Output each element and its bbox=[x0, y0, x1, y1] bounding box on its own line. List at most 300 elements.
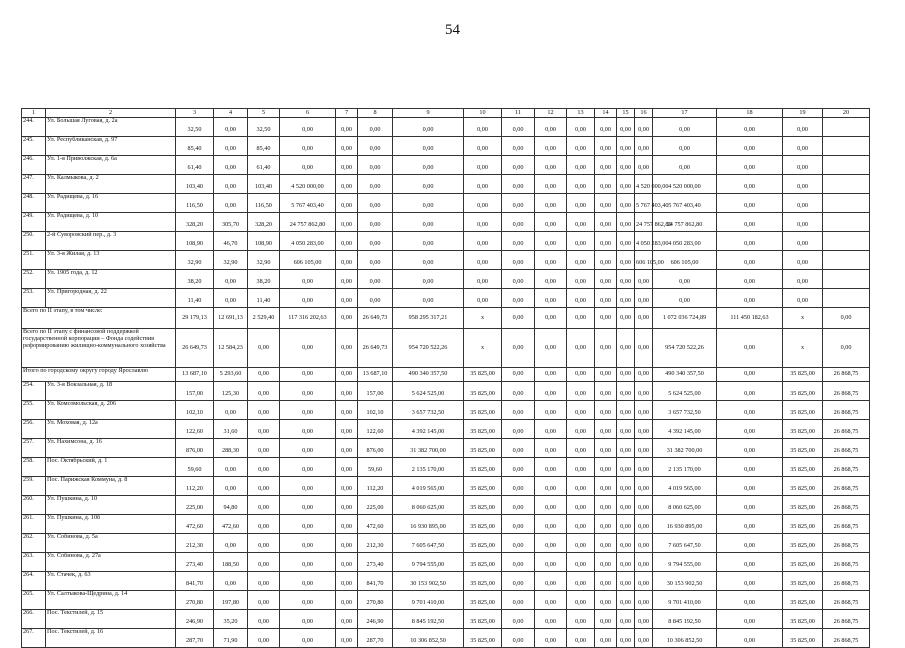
value-cell: 0,00 bbox=[336, 175, 358, 194]
row-index: 257. bbox=[22, 439, 46, 458]
value-cell: 0,00 bbox=[502, 439, 535, 458]
value-cell: 0,00 bbox=[717, 251, 783, 270]
address-cell: Ул. Радищева, д. 16 bbox=[46, 194, 176, 213]
value-cell: 490 340 357,50 bbox=[393, 368, 464, 382]
value-cell: 0,00 bbox=[358, 175, 393, 194]
value-cell: 0,00 bbox=[635, 329, 653, 368]
value-cell: 0,00 bbox=[635, 458, 653, 477]
value-cell: 0,00 bbox=[280, 572, 336, 591]
value-cell: 0,00 bbox=[336, 515, 358, 534]
value-cell: 0,00 bbox=[214, 534, 248, 553]
value-cell: 0,00 bbox=[214, 458, 248, 477]
value-cell: 0,00 bbox=[535, 308, 567, 329]
value-cell: 0,00 bbox=[595, 251, 617, 270]
value-cell: 0,00 bbox=[280, 515, 336, 534]
value-cell: 0,00 bbox=[280, 477, 336, 496]
value-cell: 8 845 192,50 bbox=[393, 610, 464, 629]
value-cell: 0,00 bbox=[248, 553, 280, 572]
value-cell: 0,00 bbox=[280, 270, 336, 289]
value-cell: 35 825,00 bbox=[783, 382, 823, 401]
value-cell: 0,00 bbox=[248, 610, 280, 629]
value-cell: 0,00 bbox=[393, 118, 464, 137]
value-cell: 0,00 bbox=[567, 477, 595, 496]
address-cell: Пос. Парижская Коммуна, д. 8 bbox=[46, 477, 176, 496]
table-row bbox=[22, 289, 870, 308]
value-cell: 0,00 bbox=[535, 175, 567, 194]
value-cell: 0,00 bbox=[502, 515, 535, 534]
value-cell: 0,00 bbox=[717, 420, 783, 439]
value-cell: 876,00 bbox=[176, 439, 214, 458]
value-cell: 0,00 bbox=[617, 553, 635, 572]
address-cell: Ул. Собинова, д. 27а bbox=[46, 553, 176, 572]
value-cell: 71,90 bbox=[214, 629, 248, 648]
table-row bbox=[22, 137, 870, 156]
value-cell: 0,00 bbox=[535, 420, 567, 439]
table-row bbox=[22, 553, 870, 572]
value-cell: 0,00 bbox=[464, 232, 502, 251]
value-cell: 0,00 bbox=[595, 439, 617, 458]
value-cell: 0,00 bbox=[717, 496, 783, 515]
value-cell: 0,00 bbox=[214, 194, 248, 213]
value-cell: 0,00 bbox=[280, 156, 336, 175]
row-index: 260. bbox=[22, 496, 46, 515]
value-cell: 0,00 bbox=[502, 368, 535, 382]
value-cell: 0,00 bbox=[535, 137, 567, 156]
value-cell: 38,20 bbox=[248, 270, 280, 289]
value-cell: 0,00 bbox=[393, 175, 464, 194]
value-cell: 35 825,00 bbox=[464, 458, 502, 477]
value-cell: 0,00 bbox=[248, 329, 280, 368]
value-cell: 0,00 bbox=[635, 610, 653, 629]
value-cell: 0,00 bbox=[635, 308, 653, 329]
value-cell: 0,00 bbox=[595, 308, 617, 329]
table-row bbox=[22, 232, 870, 251]
value-cell: 26 649,73 bbox=[176, 329, 214, 368]
value-cell: 0,00 bbox=[535, 572, 567, 591]
value-cell: 0,00 bbox=[248, 420, 280, 439]
value-cell: 0,00 bbox=[502, 329, 535, 368]
value-cell: 0,00 bbox=[336, 213, 358, 232]
value-cell: 0,00 bbox=[717, 439, 783, 458]
value-cell: 16 930 895,00 bbox=[393, 515, 464, 534]
value-cell: 0,00 bbox=[214, 175, 248, 194]
value-cell: 26 649,73 bbox=[358, 329, 393, 368]
value-cell: 0,00 bbox=[595, 289, 617, 308]
value-cell: 0,00 bbox=[248, 534, 280, 553]
value-cell: 2 529,40 bbox=[248, 308, 280, 329]
address-cell: Ул. Пушкина, д. 10б bbox=[46, 515, 176, 534]
column-number: 6 bbox=[280, 109, 336, 118]
value-cell: 0,00 bbox=[502, 553, 535, 572]
table-row bbox=[22, 213, 870, 232]
value-cell: 0,00 bbox=[280, 289, 336, 308]
value-cell: 0,00 bbox=[248, 458, 280, 477]
value-cell: 26 868,75 bbox=[823, 439, 870, 458]
address-cell: Пос. Текстилей, д. 15 bbox=[46, 610, 176, 629]
value-cell: 606 105,00 bbox=[635, 251, 653, 270]
value-cell: 0,00 bbox=[717, 477, 783, 496]
value-cell: 0,00 bbox=[336, 289, 358, 308]
value-cell: 0,00 bbox=[617, 270, 635, 289]
value-cell: 0,00 bbox=[358, 118, 393, 137]
value-cell: 26 868,75 bbox=[823, 553, 870, 572]
value-cell: 0,00 bbox=[248, 515, 280, 534]
value-cell: 116,50 bbox=[248, 194, 280, 213]
value-cell: 0,00 bbox=[635, 553, 653, 572]
value-cell: 0,00 bbox=[595, 458, 617, 477]
value-cell: 0,00 bbox=[717, 458, 783, 477]
value-cell: 0,00 bbox=[567, 496, 595, 515]
summary-label: Всего по II этапу, в том числе: bbox=[22, 308, 176, 329]
empty-cell bbox=[823, 232, 870, 251]
value-cell: 0,00 bbox=[535, 477, 567, 496]
value-cell: 0,00 bbox=[567, 553, 595, 572]
value-cell: 0,00 bbox=[635, 591, 653, 610]
value-cell: 0,00 bbox=[280, 420, 336, 439]
value-cell: 35 825,00 bbox=[464, 572, 502, 591]
value-cell: 0,00 bbox=[567, 629, 595, 648]
value-cell: 490 340 357,50 bbox=[653, 368, 717, 382]
value-cell: 0,00 bbox=[502, 308, 535, 329]
row-index: 266. bbox=[22, 610, 46, 629]
value-cell: 0,00 bbox=[783, 270, 823, 289]
value-cell: 0,00 bbox=[358, 137, 393, 156]
value-cell: 0,00 bbox=[502, 156, 535, 175]
row-index: 254. bbox=[22, 382, 46, 401]
value-cell: 0,00 bbox=[535, 118, 567, 137]
value-cell: 102,10 bbox=[358, 401, 393, 420]
row-index: 246. bbox=[22, 156, 46, 175]
column-number: 7 bbox=[336, 109, 358, 118]
value-cell: 0,00 bbox=[653, 270, 717, 289]
value-cell: 0,00 bbox=[717, 270, 783, 289]
value-cell: 197,80 bbox=[214, 591, 248, 610]
summary-row bbox=[22, 368, 870, 382]
value-cell: 0,00 bbox=[567, 534, 595, 553]
row-index: 264. bbox=[22, 572, 46, 591]
value-cell: 111 450 182,63 bbox=[717, 308, 783, 329]
value-cell: 0,00 bbox=[617, 515, 635, 534]
column-number: 16 bbox=[635, 109, 653, 118]
value-cell: 0,00 bbox=[464, 270, 502, 289]
value-cell: 0,00 bbox=[567, 515, 595, 534]
value-cell: 8 845 192,50 bbox=[653, 610, 717, 629]
value-cell: 0,00 bbox=[567, 175, 595, 194]
housing-program-table bbox=[21, 108, 870, 648]
value-cell: 0,00 bbox=[717, 610, 783, 629]
value-cell: 85,40 bbox=[248, 137, 280, 156]
row-index: 253. bbox=[22, 289, 46, 308]
value-cell: 0,00 bbox=[595, 270, 617, 289]
value-cell: 4 520 000,00 bbox=[280, 175, 336, 194]
value-cell: 32,90 bbox=[176, 251, 214, 270]
value-cell: 7 605 647,50 bbox=[653, 534, 717, 553]
row-index: 249. bbox=[22, 213, 46, 232]
value-cell: 0,00 bbox=[248, 572, 280, 591]
row-index: 261. bbox=[22, 515, 46, 534]
value-cell: 35 825,00 bbox=[464, 629, 502, 648]
column-number-row bbox=[22, 109, 870, 118]
row-index: 248. bbox=[22, 194, 46, 213]
value-cell: 0,00 bbox=[464, 289, 502, 308]
value-cell: 0,00 bbox=[783, 156, 823, 175]
value-cell: 0,00 bbox=[358, 213, 393, 232]
value-cell: 32,50 bbox=[248, 118, 280, 137]
value-cell: 0,00 bbox=[336, 137, 358, 156]
value-cell: 35 825,00 bbox=[783, 420, 823, 439]
value-cell: 0,00 bbox=[617, 572, 635, 591]
value-cell: 122,60 bbox=[176, 420, 214, 439]
value-cell: 0,00 bbox=[214, 477, 248, 496]
value-cell: 225,00 bbox=[358, 496, 393, 515]
value-cell: 0,00 bbox=[617, 156, 635, 175]
value-cell: 35 825,00 bbox=[783, 439, 823, 458]
value-cell: 0,00 bbox=[567, 194, 595, 213]
value-cell: 0,00 bbox=[635, 401, 653, 420]
value-cell: 0,00 bbox=[617, 496, 635, 515]
empty-cell bbox=[823, 194, 870, 213]
value-cell: 29 179,13 bbox=[176, 308, 214, 329]
summary-label: Итого по городскому округу городу Ярославлю bbox=[22, 368, 176, 382]
empty-cell bbox=[823, 251, 870, 270]
value-cell: 13 687,10 bbox=[176, 368, 214, 382]
page-number: 54 bbox=[445, 22, 460, 38]
value-cell: 157,00 bbox=[358, 382, 393, 401]
value-cell: 0,00 bbox=[617, 232, 635, 251]
value-cell: 0,00 bbox=[617, 289, 635, 308]
value-cell: 26 868,75 bbox=[823, 610, 870, 629]
table-row bbox=[22, 118, 870, 137]
value-cell: 35 825,00 bbox=[464, 591, 502, 610]
value-cell: 0,00 bbox=[617, 382, 635, 401]
value-cell: 0,00 bbox=[595, 329, 617, 368]
value-cell: 0,00 bbox=[336, 401, 358, 420]
column-number: 3 bbox=[176, 109, 214, 118]
column-number: 18 bbox=[717, 109, 783, 118]
value-cell: 46,70 bbox=[214, 232, 248, 251]
value-cell: 0,00 bbox=[567, 137, 595, 156]
value-cell: 0,00 bbox=[214, 156, 248, 175]
column-number: 17 bbox=[653, 109, 717, 118]
value-cell: 157,00 bbox=[176, 382, 214, 401]
value-cell: 0,00 bbox=[336, 308, 358, 329]
value-cell: 13 687,10 bbox=[358, 368, 393, 382]
value-cell: 0,00 bbox=[595, 137, 617, 156]
value-cell: 0,00 bbox=[653, 137, 717, 156]
value-cell: 0,00 bbox=[567, 591, 595, 610]
value-cell: 9 794 555,00 bbox=[653, 553, 717, 572]
value-cell: 287,70 bbox=[176, 629, 214, 648]
value-cell: 16 930 895,00 bbox=[653, 515, 717, 534]
row-index: 245. bbox=[22, 137, 46, 156]
value-cell: 0,00 bbox=[617, 591, 635, 610]
table-row bbox=[22, 458, 870, 477]
value-cell: 0,00 bbox=[502, 289, 535, 308]
value-cell: 0,00 bbox=[280, 534, 336, 553]
table-row bbox=[22, 610, 870, 629]
value-cell: 0,00 bbox=[595, 382, 617, 401]
value-cell: 9 794 555,00 bbox=[393, 553, 464, 572]
value-cell: 26 868,75 bbox=[823, 591, 870, 610]
row-index: 256. bbox=[22, 420, 46, 439]
value-cell: 12 584,23 bbox=[214, 329, 248, 368]
value-cell: 0,00 bbox=[502, 251, 535, 270]
address-cell: Ул. Нахимсона, д. 16 bbox=[46, 439, 176, 458]
value-cell: 0,00 bbox=[567, 420, 595, 439]
value-cell: 0,00 bbox=[464, 213, 502, 232]
value-cell: x bbox=[464, 308, 502, 329]
value-cell: 0,00 bbox=[393, 213, 464, 232]
value-cell: 0,00 bbox=[280, 591, 336, 610]
address-cell: Ул. Пушкина, д. 10 bbox=[46, 496, 176, 515]
value-cell: 59,60 bbox=[176, 458, 214, 477]
value-cell: 0,00 bbox=[336, 458, 358, 477]
value-cell: 0,00 bbox=[502, 458, 535, 477]
value-cell: 85,40 bbox=[176, 137, 214, 156]
value-cell: 9 701 410,00 bbox=[653, 591, 717, 610]
value-cell: x bbox=[464, 329, 502, 368]
value-cell: 26 868,75 bbox=[823, 534, 870, 553]
value-cell: 0,00 bbox=[717, 515, 783, 534]
value-cell: 4 050 283,00 bbox=[653, 232, 717, 251]
value-cell: 0,00 bbox=[595, 610, 617, 629]
column-number: 20 bbox=[823, 109, 870, 118]
value-cell: 0,00 bbox=[783, 118, 823, 137]
address-cell: Ул. 3-я Жилая, д. 13 bbox=[46, 251, 176, 270]
value-cell: 270,80 bbox=[358, 591, 393, 610]
value-cell: 0,00 bbox=[823, 308, 870, 329]
value-cell: 24 757 862,80 bbox=[635, 213, 653, 232]
value-cell: 0,00 bbox=[358, 194, 393, 213]
value-cell: 0,00 bbox=[280, 458, 336, 477]
value-cell: 0,00 bbox=[635, 477, 653, 496]
value-cell: 0,00 bbox=[502, 610, 535, 629]
value-cell: 0,00 bbox=[280, 629, 336, 648]
table-row bbox=[22, 439, 870, 458]
value-cell: 26 868,75 bbox=[823, 458, 870, 477]
address-cell: Ул. Пригородная, д. 22 bbox=[46, 289, 176, 308]
empty-cell bbox=[823, 118, 870, 137]
value-cell: 35 825,00 bbox=[783, 572, 823, 591]
value-cell: 0,00 bbox=[717, 382, 783, 401]
value-cell: 0,00 bbox=[635, 439, 653, 458]
summary-row bbox=[22, 329, 870, 368]
row-index: 258. bbox=[22, 458, 46, 477]
value-cell: 0,00 bbox=[567, 368, 595, 382]
value-cell: 0,00 bbox=[535, 610, 567, 629]
value-cell: 10 306 852,50 bbox=[393, 629, 464, 648]
value-cell: 26 868,75 bbox=[823, 515, 870, 534]
table-row bbox=[22, 496, 870, 515]
value-cell: 35 825,00 bbox=[783, 534, 823, 553]
value-cell: 0,00 bbox=[248, 368, 280, 382]
value-cell: 188,50 bbox=[214, 553, 248, 572]
value-cell: 35 825,00 bbox=[783, 515, 823, 534]
column-number: 2 bbox=[46, 109, 176, 118]
value-cell: 0,00 bbox=[595, 401, 617, 420]
value-cell: 287,70 bbox=[358, 629, 393, 648]
empty-cell bbox=[823, 137, 870, 156]
value-cell: 0,00 bbox=[635, 289, 653, 308]
value-cell: 328,20 bbox=[176, 213, 214, 232]
value-cell: 24 757 862,80 bbox=[653, 213, 717, 232]
value-cell: 5 624 525,00 bbox=[653, 382, 717, 401]
value-cell: 0,00 bbox=[464, 251, 502, 270]
row-index: 252. bbox=[22, 270, 46, 289]
value-cell: 0,00 bbox=[336, 629, 358, 648]
value-cell: 0,00 bbox=[617, 439, 635, 458]
value-cell: 273,40 bbox=[176, 553, 214, 572]
value-cell: 0,00 bbox=[280, 439, 336, 458]
value-cell: 4 019 565,00 bbox=[653, 477, 717, 496]
value-cell: 0,00 bbox=[336, 591, 358, 610]
value-cell: 0,00 bbox=[535, 329, 567, 368]
value-cell: 0,00 bbox=[635, 515, 653, 534]
value-cell: 0,00 bbox=[464, 156, 502, 175]
column-number: 9 bbox=[393, 109, 464, 118]
value-cell: 26 868,75 bbox=[823, 572, 870, 591]
value-cell: 273,40 bbox=[358, 553, 393, 572]
address-cell: Ул. Большая Луговая, д. 2а bbox=[46, 118, 176, 137]
empty-cell bbox=[823, 213, 870, 232]
value-cell: 0,00 bbox=[567, 289, 595, 308]
value-cell: 0,00 bbox=[567, 213, 595, 232]
value-cell: 0,00 bbox=[358, 270, 393, 289]
value-cell: 0,00 bbox=[567, 156, 595, 175]
value-cell: 0,00 bbox=[358, 232, 393, 251]
value-cell: 0,00 bbox=[464, 194, 502, 213]
value-cell: 288,30 bbox=[214, 439, 248, 458]
value-cell: 0,00 bbox=[535, 270, 567, 289]
value-cell: 122,60 bbox=[358, 420, 393, 439]
value-cell: 0,00 bbox=[535, 629, 567, 648]
value-cell: 0,00 bbox=[567, 401, 595, 420]
value-cell: 0,00 bbox=[567, 382, 595, 401]
value-cell: 0,00 bbox=[535, 439, 567, 458]
value-cell: 0,00 bbox=[567, 308, 595, 329]
value-cell: 26 649,73 bbox=[358, 308, 393, 329]
value-cell: 0,00 bbox=[567, 458, 595, 477]
value-cell: 0,00 bbox=[717, 553, 783, 572]
value-cell: 954 720 522,26 bbox=[653, 329, 717, 368]
value-cell: 0,00 bbox=[535, 156, 567, 175]
table-row bbox=[22, 534, 870, 553]
value-cell: 0,00 bbox=[717, 156, 783, 175]
value-cell: 35,20 bbox=[214, 610, 248, 629]
address-cell: Ул. 3-я Вокзальная, д. 18 bbox=[46, 382, 176, 401]
value-cell: 4 050 283,00 bbox=[635, 232, 653, 251]
value-cell: 0,00 bbox=[567, 118, 595, 137]
value-cell: 26 868,75 bbox=[823, 368, 870, 382]
value-cell: 841,70 bbox=[358, 572, 393, 591]
value-cell: 35 825,00 bbox=[783, 477, 823, 496]
value-cell: 26 868,75 bbox=[823, 382, 870, 401]
value-cell: 4 520 000,00 bbox=[635, 175, 653, 194]
value-cell: 0,00 bbox=[336, 477, 358, 496]
table-row bbox=[22, 401, 870, 420]
value-cell: x bbox=[783, 308, 823, 329]
value-cell: 0,00 bbox=[336, 553, 358, 572]
address-cell: Пос. Октябрьский, д. 1 bbox=[46, 458, 176, 477]
value-cell: 954 720 522,26 bbox=[393, 329, 464, 368]
value-cell: 0,00 bbox=[635, 118, 653, 137]
value-cell: 0,00 bbox=[358, 289, 393, 308]
value-cell: 26 868,75 bbox=[823, 477, 870, 496]
value-cell: 0,00 bbox=[617, 213, 635, 232]
value-cell: 0,00 bbox=[783, 289, 823, 308]
value-cell: 35 825,00 bbox=[464, 401, 502, 420]
value-cell: 0,00 bbox=[248, 439, 280, 458]
